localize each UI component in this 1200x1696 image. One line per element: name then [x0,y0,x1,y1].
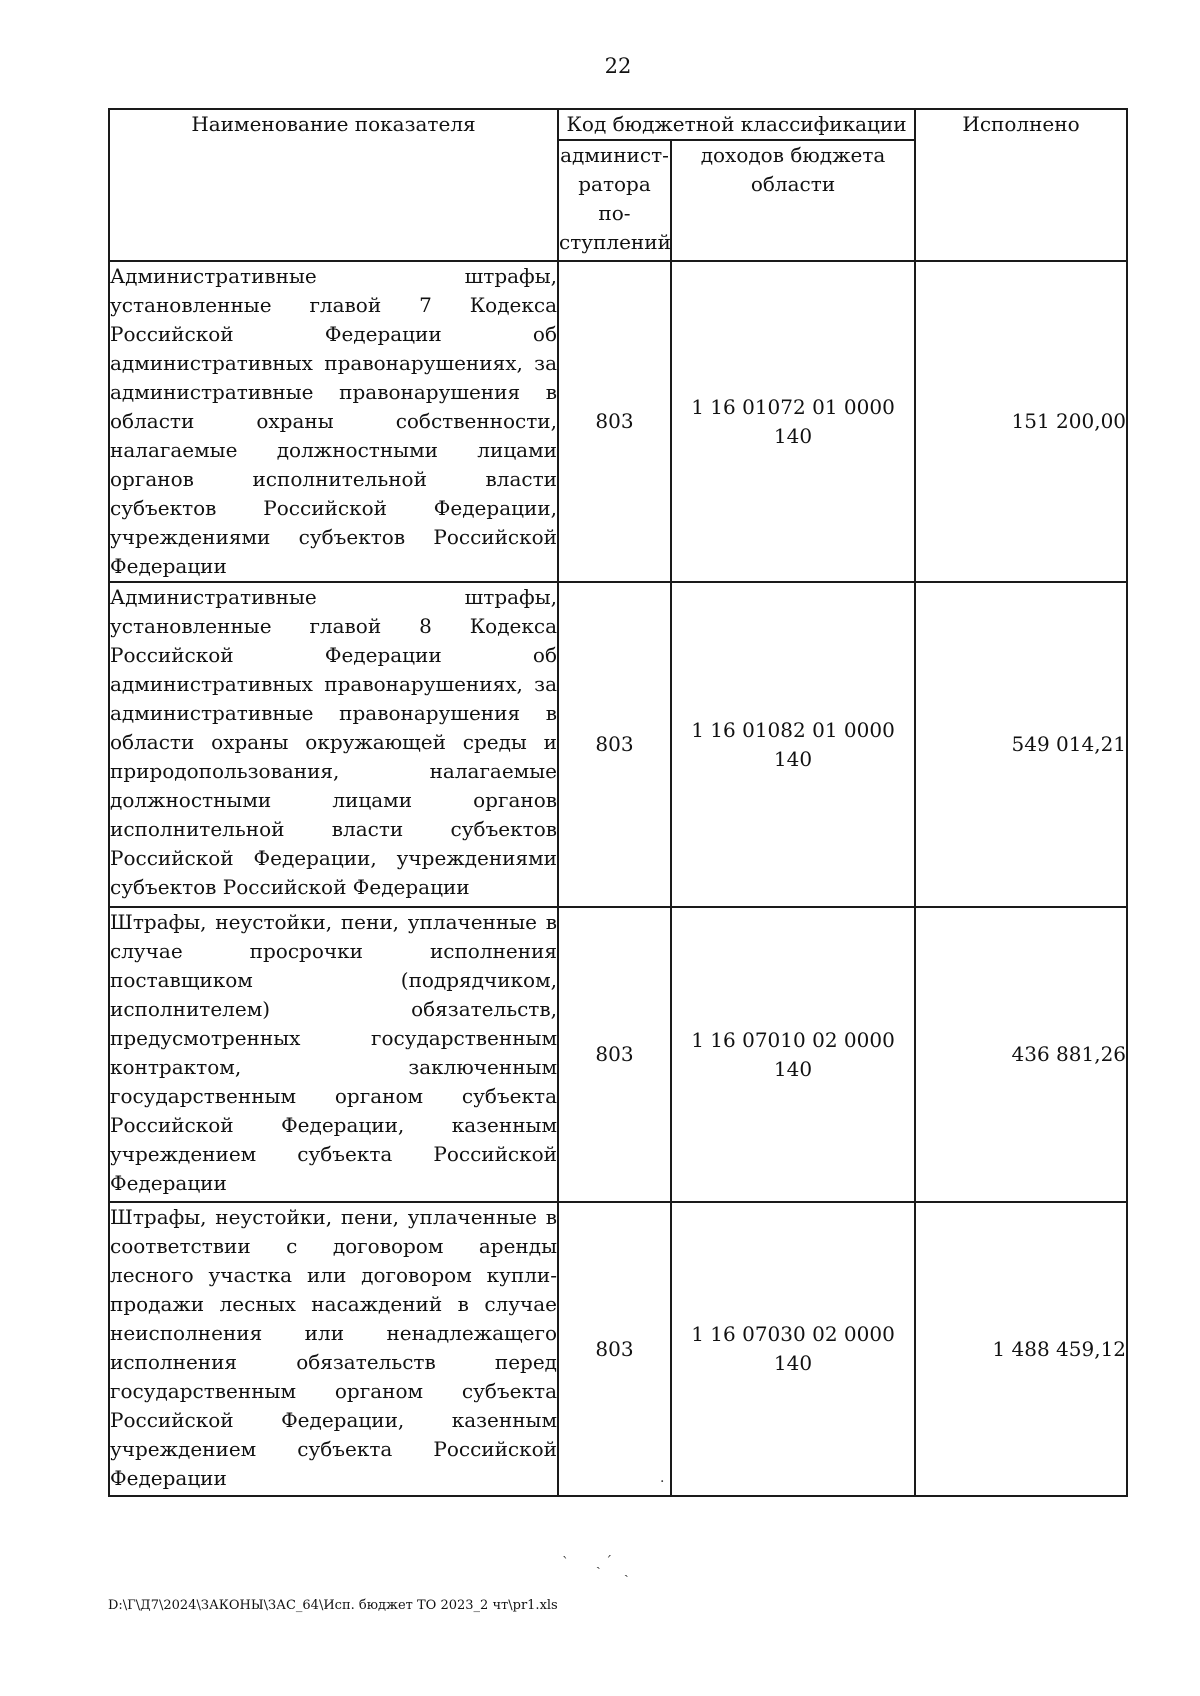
header-income: доходов бюджета области [671,140,915,261]
budget-table [108,108,1128,1497]
row-income-code: 1 16 01082 01 0000 140 [671,582,915,907]
table-row [109,261,1127,582]
row-amount: 151 200,00 [915,261,1127,582]
scan-speck: ˎ ˊ [596,1554,613,1570]
row-name: Административные штрафы, установленные главой 8 Кодекса Российской Федерации об административных правонарушениях, за административные правонарушения в области охраны окружающей среды и природопользования, налагаемые должностными лицами органов исполнительной власти субъектов Российской Федерации, учреждениями субъектов Российской Федерации [109,582,558,907]
footer-file-path: D:\Г\Д7\2024\ЗАКОНЫ\ЗАС_64\Исп. бюджет ТО 2023_2 чт\pr1.xls [108,1598,558,1613]
table-row [109,907,1127,1202]
row-amount: 549 014,21 [915,582,1127,907]
scan-speck: ˋ [562,1555,569,1571]
row-admin-code: 803 [558,907,671,1202]
header-name: Наименование показателя [109,109,558,261]
table-row [109,582,1127,907]
row-income-code: 1 16 01072 01 0000 140 [671,261,915,582]
row-name: Штрафы, неустойки, пени, уплаченные в соответствии с договором аренды лесного участка или договором купли-продажи лесных насаждений в случае неисполнения или ненадлежащего исполнения обязательств перед государственным органом субъекта Российской Федерации, казенным учреждением субъекта Российской Федерации [109,1202,558,1496]
header-admin: админист-ратора по-ступлений [558,140,671,261]
header-row-1 [109,109,1127,140]
scan-speck: · [660,1474,665,1490]
row-income-code: 1 16 07010 02 0000 140 [671,907,915,1202]
scan-speck: ˎ [624,1562,629,1578]
row-amount: 436 881,26 [915,907,1127,1202]
row-name: Административные штрафы, установленные главой 7 Кодекса Российской Федерации об административных правонарушениях, за административные правонарушения в области охраны собственности, налагаемые должностными лицами органов исполнительной власти субъектов Российской Федерации, учреждениями субъектов Российской Федерации [109,261,558,582]
row-admin-code: 803 [558,1202,671,1496]
page-number: 22 [604,54,632,78]
header-done: Исполнено [915,109,1127,261]
header-kbk: Код бюджетной классификации [558,109,915,140]
row-admin-code: 803 [558,582,671,907]
row-name: Штрафы, неустойки, пени, уплаченные в случае просрочки исполнения поставщиком (подрядчиком, исполнителем) обязательств, предусмотренных государственным контрактом, заключенным государственным органом субъекта Российской Федерации, казенным учреждением субъекта Российской Федерации [109,907,558,1202]
row-amount: 1 488 459,12 [915,1202,1127,1496]
table-row [109,1202,1127,1496]
row-income-code: 1 16 07030 02 0000 140 [671,1202,915,1496]
row-admin-code: 803 [558,261,671,582]
